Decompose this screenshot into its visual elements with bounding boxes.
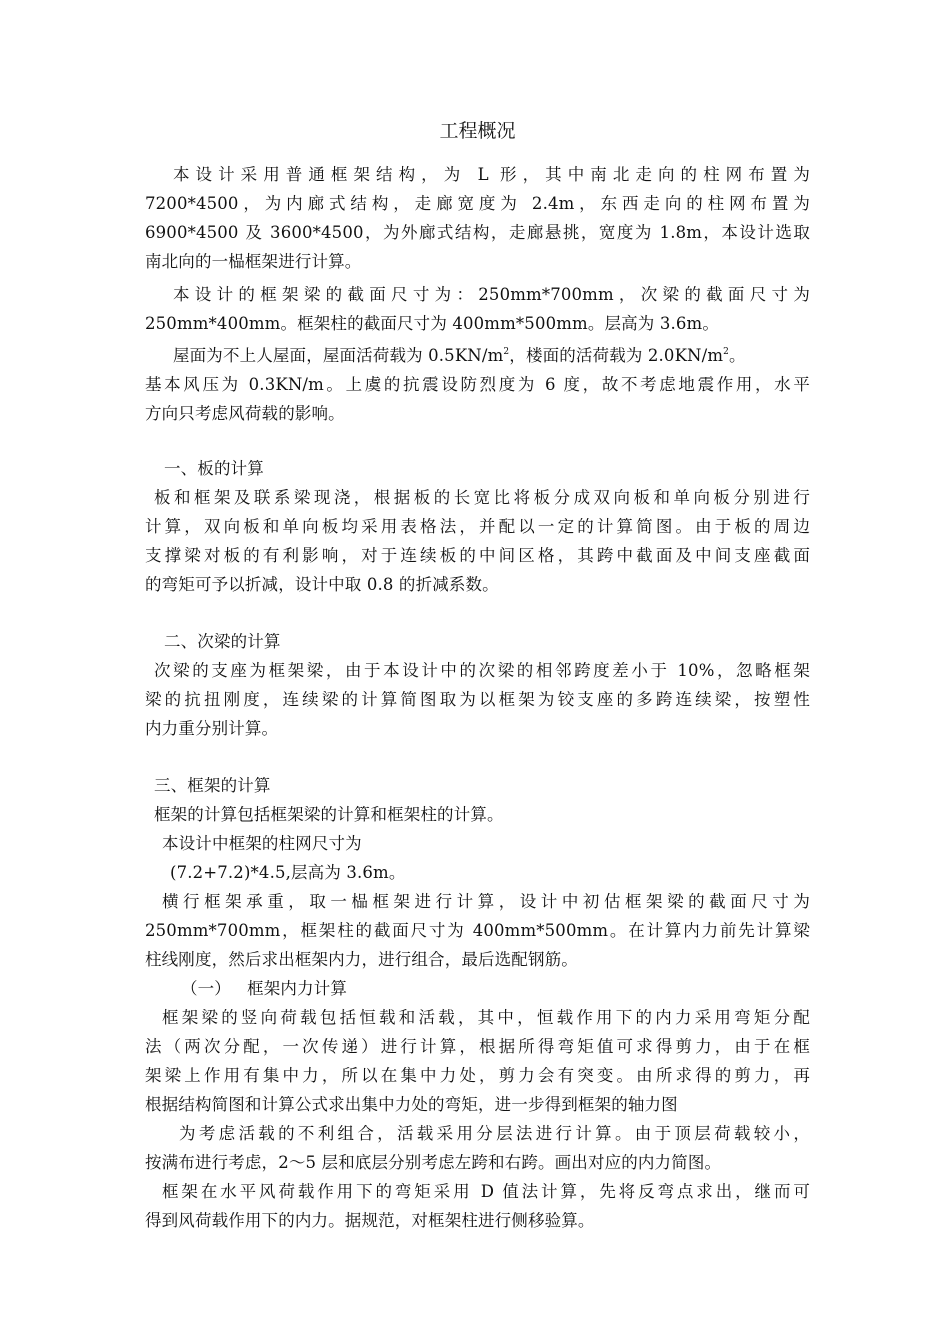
sec3-sub-line-1: 框架梁的竖向荷载包括恒载和活载，其中，恒载作用下的内力采用弯矩分配 xyxy=(162,1008,810,1027)
sec3-subheading: （一） 框架内力计算 xyxy=(181,979,348,998)
sec3-heading: 三、框架的计算 xyxy=(154,776,271,795)
intro-p3-text-a: 屋面为不上人屋面，屋面活荷载为 0.5KN/m xyxy=(173,346,504,365)
sec1-line-3: 支撑梁对板的有利影响，对于连续板的中间区格，其跨中截面及中间支座截面 xyxy=(145,546,810,565)
sec2-line-1: 次梁的支座为框架梁，由于本设计中的次梁的相邻跨度差小于 10%，忽略框架 xyxy=(154,661,810,680)
intro-p3-line-3: 方向只考虑风荷载的影响。 xyxy=(145,404,345,423)
sec1-heading: 一、板的计算 xyxy=(164,459,264,478)
sec1-line-1: 板和框架及联系梁现浇，根据板的长宽比将板分成双向板和单向板分别进行 xyxy=(154,488,810,507)
intro-p3-sup-1: 2 xyxy=(503,347,510,357)
intro-p1-line-1: 本设计采用普通框架结构，为 L 形，其中南北走向的柱网布置为 xyxy=(173,165,810,184)
intro-p1-line-2: 7200*4500，为内廊式结构，走廊宽度为 2.4m，东西走向的柱网布置为 xyxy=(145,194,810,213)
sec3-sub-line-6: 按满布进行考虑，2～5 层和底层分别考虑左跨和右跨。画出对应的内力简图。 xyxy=(145,1153,722,1172)
sec1-line-4: 的弯矩可予以折减，设计中取 0.8 的折减系数。 xyxy=(145,575,499,594)
sec3-line-5: 250mm*700mm，框架柱的截面尺寸为 400mm*500mm。在计算内力前先计算梁 xyxy=(145,921,810,940)
sec3-sub-line-3: 架梁上作用有集中力，所以在集中力处，剪力会有突变。由所求得的剪力，再 xyxy=(145,1066,810,1085)
sec3-sub-line-7: 框架在水平风荷载作用下的弯矩采用 D 值法计算，先将反弯点求出，继而可 xyxy=(162,1182,810,1201)
sec2-line-3: 内力重分别计算。 xyxy=(145,719,279,738)
intro-p3-text-b: ，楼面的活荷载为 2.0KN/m xyxy=(509,346,724,365)
sec3-line-1: 框架的计算包括框架梁的计算和框架柱的计算。 xyxy=(154,805,504,824)
intro-p1-line-3: 6900*4500 及 3600*4500，为外廊式结构，走廊悬挑，宽度为 1.8m，本设计选取 xyxy=(145,223,810,242)
sec3-sub-line-5: 为考虑活载的不利组合，活载采用分层法进行计算。由于顶层荷载较小， xyxy=(179,1124,810,1143)
sec2-heading: 二、次梁的计算 xyxy=(164,632,281,651)
sec3-line-6: 柱线刚度，然后求出框架内力，进行组合，最后选配钢筋。 xyxy=(145,950,578,969)
sec3-line-2: 本设计中框架的柱网尺寸为 xyxy=(162,834,362,853)
intro-p3-sup-2: 2 xyxy=(723,347,730,357)
sec3-line-3: (7.2+7.2)*4.5,层高为 3.6m。 xyxy=(170,863,406,882)
intro-p3-text-c: 。 xyxy=(729,346,746,365)
intro-p2-line-2: 250mm*400mm。框架柱的截面尺寸为 400mm*500mm。层高为 3.6m。 xyxy=(145,314,719,333)
intro-p3-line-2: 基本风压为 0.3KN/m。上虞的抗震设防烈度为 6 度，故不考虑地震作用，水平 xyxy=(145,375,810,394)
sec3-sub-line-2: 法（两次分配，一次传递）进行计算，根据所得弯矩值可求得剪力，由于在框 xyxy=(145,1037,810,1056)
sec2-line-2: 梁的抗扭刚度，连续梁的计算简图取为以框架为铰支座的多跨连续梁，按塑性 xyxy=(145,690,810,709)
sec3-line-4: 横行框架承重，取一榀框架进行计算，设计中初估框架梁的截面尺寸为 xyxy=(162,892,810,911)
sec1-line-2: 计算，双向板和单向板均采用表格法，并配以一定的计算简图。由于板的周边 xyxy=(145,517,810,536)
intro-p1-line-4: 南北向的一榀框架进行计算。 xyxy=(145,252,362,271)
intro-p3-line-1 xyxy=(145,342,810,370)
sec3-sub-line-4: 根据结构简图和计算公式求出集中力处的弯矩，进一步得到框架的轴力图 xyxy=(145,1095,678,1114)
sec3-sub-line-8: 得到风荷载作用下的内力。据规范，对框架柱进行侧移验算。 xyxy=(145,1211,595,1230)
intro-p2-line-1: 本设计的框架梁的截面尺寸为：250mm*700mm，次梁的截面尺寸为 xyxy=(173,285,810,304)
document-title: 工程概况 xyxy=(439,120,516,142)
